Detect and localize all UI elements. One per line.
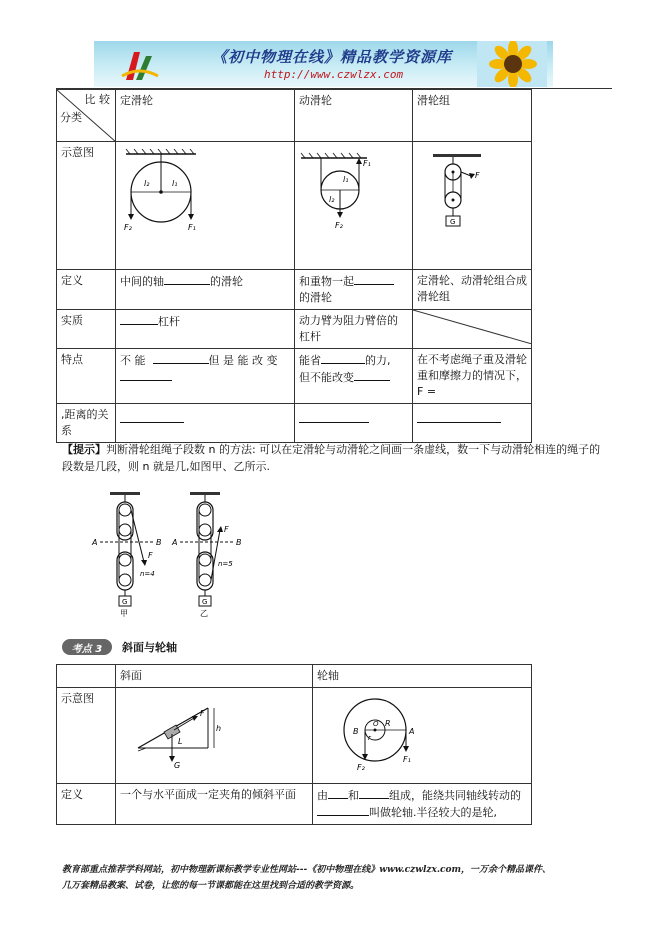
def-fixed-text-a: 中间的轴 <box>120 275 164 288</box>
fill-blank[interactable] <box>354 273 394 285</box>
pulley-table <box>56 89 532 443</box>
features-movable-text-c: 但不能改变 <box>299 371 354 384</box>
distance-prefix: , <box>61 408 65 421</box>
header-pulley-block: 滑轮组 <box>413 90 532 142</box>
header-empty <box>57 665 116 688</box>
sunflower-icon <box>477 41 547 87</box>
label-g: G <box>122 598 128 606</box>
caption-yi: 乙 <box>200 609 208 618</box>
label-b: B <box>353 727 359 736</box>
distance-movable-pulley <box>295 404 413 443</box>
site-title: 《初中物理在线》精品教学资源库 <box>212 48 453 66</box>
row-label-diagram: 示意图 <box>57 142 116 270</box>
fill-blank[interactable] <box>164 273 210 285</box>
fill-blank[interactable] <box>317 804 369 816</box>
def-fixed-text-b: 的滑轮 <box>210 275 243 288</box>
label-l2: l₂ <box>144 179 150 188</box>
hint-tag: 【提示】 <box>62 443 106 456</box>
features-pulley-block: 在不考虑绳子重及滑轮重和摩擦力的情况下，F = <box>413 349 532 404</box>
row-label-definition: 定义 <box>57 270 116 310</box>
fixed-pulley-diagram <box>116 142 295 264</box>
def-wheel-text-b: 和 <box>348 789 359 802</box>
label-l1: l₁ <box>172 179 178 188</box>
label-g: G <box>202 598 208 606</box>
label-g: G <box>450 218 456 226</box>
fill-blank[interactable] <box>120 411 184 423</box>
hint-paragraph <box>62 441 602 475</box>
pulley-block-figure-cell <box>413 142 532 270</box>
label-b: B <box>156 538 162 547</box>
distance-pulley-block <box>413 404 532 443</box>
label-n5: n=5 <box>218 560 233 568</box>
header-fixed-pulley: 定滑轮 <box>116 90 295 142</box>
movable-pulley-diagram <box>295 142 413 264</box>
label-g: G <box>174 761 181 770</box>
label-f2: F₂ <box>335 221 343 230</box>
fill-blank[interactable] <box>120 369 172 381</box>
label-f: F <box>148 551 153 560</box>
def-incline: 一个与水平面成一定夹角的倾斜平面 <box>116 784 313 825</box>
diagonal-line <box>413 310 532 344</box>
def-wheel-text-c: 组成，能绕共同轴线转动的 <box>389 789 521 802</box>
label-h: h <box>216 724 222 733</box>
features-movable-pulley <box>295 349 413 404</box>
label-a: A <box>172 538 178 547</box>
label-r-small: r <box>368 734 371 742</box>
incline-wheel-table <box>56 664 532 825</box>
essence-block-empty <box>413 310 532 349</box>
section-badge: 考点 3 <box>62 639 112 655</box>
def-pulley-block: 定滑轮、动滑轮组合成滑轮组 <box>413 270 532 310</box>
footer-line-1: 教育部重点推荐学科网站，初中物理新课标教学专业性网站---《初中物理在线》www.czwlzx.com，一万余个精品课件、 <box>62 865 552 875</box>
fill-blank[interactable] <box>328 787 348 799</box>
caption-jia: 甲 <box>120 609 128 618</box>
rope-count-figure <box>62 482 284 622</box>
label-f2: F₂ <box>357 763 365 772</box>
fixed-pulley-figure-cell <box>116 142 295 270</box>
label-a: A <box>409 727 415 736</box>
label-a: A <box>92 538 98 547</box>
fill-blank[interactable] <box>321 352 365 364</box>
movable-pulley-figure-cell <box>295 142 413 270</box>
def-wheel-text-a: 由 <box>317 789 328 802</box>
label-f: F <box>224 525 229 534</box>
features-fixed-text-b: 但 是 能 改 变 <box>208 354 278 367</box>
label-f2: F₂ <box>124 223 132 232</box>
header-incline: 斜面 <box>116 665 313 688</box>
essence-fixed-text: 杠杆 <box>158 315 180 328</box>
essence-fixed-pulley <box>116 310 295 349</box>
label-l1: l₁ <box>343 175 349 184</box>
fill-blank[interactable] <box>153 352 209 364</box>
header-movable-pulley: 动滑轮 <box>295 90 413 142</box>
wheel-axle-figure-cell <box>313 688 532 784</box>
wheel-axle-diagram <box>313 688 532 778</box>
label-f: F <box>200 709 205 718</box>
header-banner <box>94 41 553 87</box>
site-logo-icon <box>120 46 160 82</box>
label-f: F <box>475 171 480 180</box>
fill-blank[interactable] <box>120 313 158 325</box>
row-label-diagram: 示意图 <box>57 688 116 784</box>
label-l: L <box>178 737 183 746</box>
features-movable-text-b: 的力, <box>365 354 391 367</box>
features-movable-text-a: 能省 <box>299 354 321 367</box>
page-footer <box>62 862 602 894</box>
fill-blank[interactable] <box>359 787 389 799</box>
label-o: O <box>373 720 379 728</box>
section-title: 斜面与轮轴 <box>122 641 177 654</box>
def-movable-pulley <box>295 270 413 310</box>
row-label-features: 特点 <box>57 349 116 404</box>
features-fixed-pulley <box>116 349 295 404</box>
incline-diagram <box>116 688 313 778</box>
features-fixed-text-a: 不 能 <box>120 354 146 367</box>
def-movable-text-a: 和重物一起 <box>299 275 354 288</box>
section-heading <box>62 638 177 656</box>
fill-blank[interactable] <box>354 369 390 381</box>
label-l2: l₂ <box>329 195 335 204</box>
def-movable-text-b: 的滑轮 <box>299 291 332 304</box>
distance-label: 距离的关系 <box>61 408 109 437</box>
label-n4: n=4 <box>140 570 155 578</box>
distance-fixed-pulley <box>116 404 295 443</box>
corner-label-compare: 比 较 <box>84 93 110 106</box>
fill-blank[interactable] <box>417 411 501 423</box>
footer-line-2: 几万套精品教案、试卷，让您的每一节课都能在这里找到合适的教学资源。 <box>62 881 360 891</box>
def-wheel-axle <box>313 784 532 825</box>
def-wheel-text-d: 叫做轮轴.半径较大的是轮, <box>369 806 497 819</box>
fill-blank[interactable] <box>299 411 369 423</box>
label-f1: F₁ <box>363 159 371 168</box>
site-url[interactable]: http://www.czwlzx.com <box>264 68 404 81</box>
label-f1: F₁ <box>188 223 196 232</box>
label-b: B <box>236 538 242 547</box>
corner-label-category: 分类 <box>60 111 82 124</box>
row-label-distance <box>57 404 116 443</box>
table-corner-cell <box>57 90 116 142</box>
incline-figure-cell <box>116 688 313 784</box>
row-label-essence: 实质 <box>57 310 116 349</box>
label-f1: F₁ <box>403 755 411 764</box>
def-fixed-pulley <box>116 270 295 310</box>
label-r: R <box>385 719 391 728</box>
row-label-definition: 定义 <box>57 784 116 825</box>
pulley-block-diagram <box>413 142 532 264</box>
header-wheel-axle: 轮轴 <box>313 665 532 688</box>
hint-text: 判断滑轮组绳子段数 n 的方法: 可以在定滑轮与动滑轮之间画一条虚线，数一下与动滑轮相连的绳子的段数是几段，则 n 就是几,如图甲、乙所示. <box>62 443 601 473</box>
essence-movable-pulley: 动力臂为阻力臂倍的杠杆 <box>295 310 413 349</box>
